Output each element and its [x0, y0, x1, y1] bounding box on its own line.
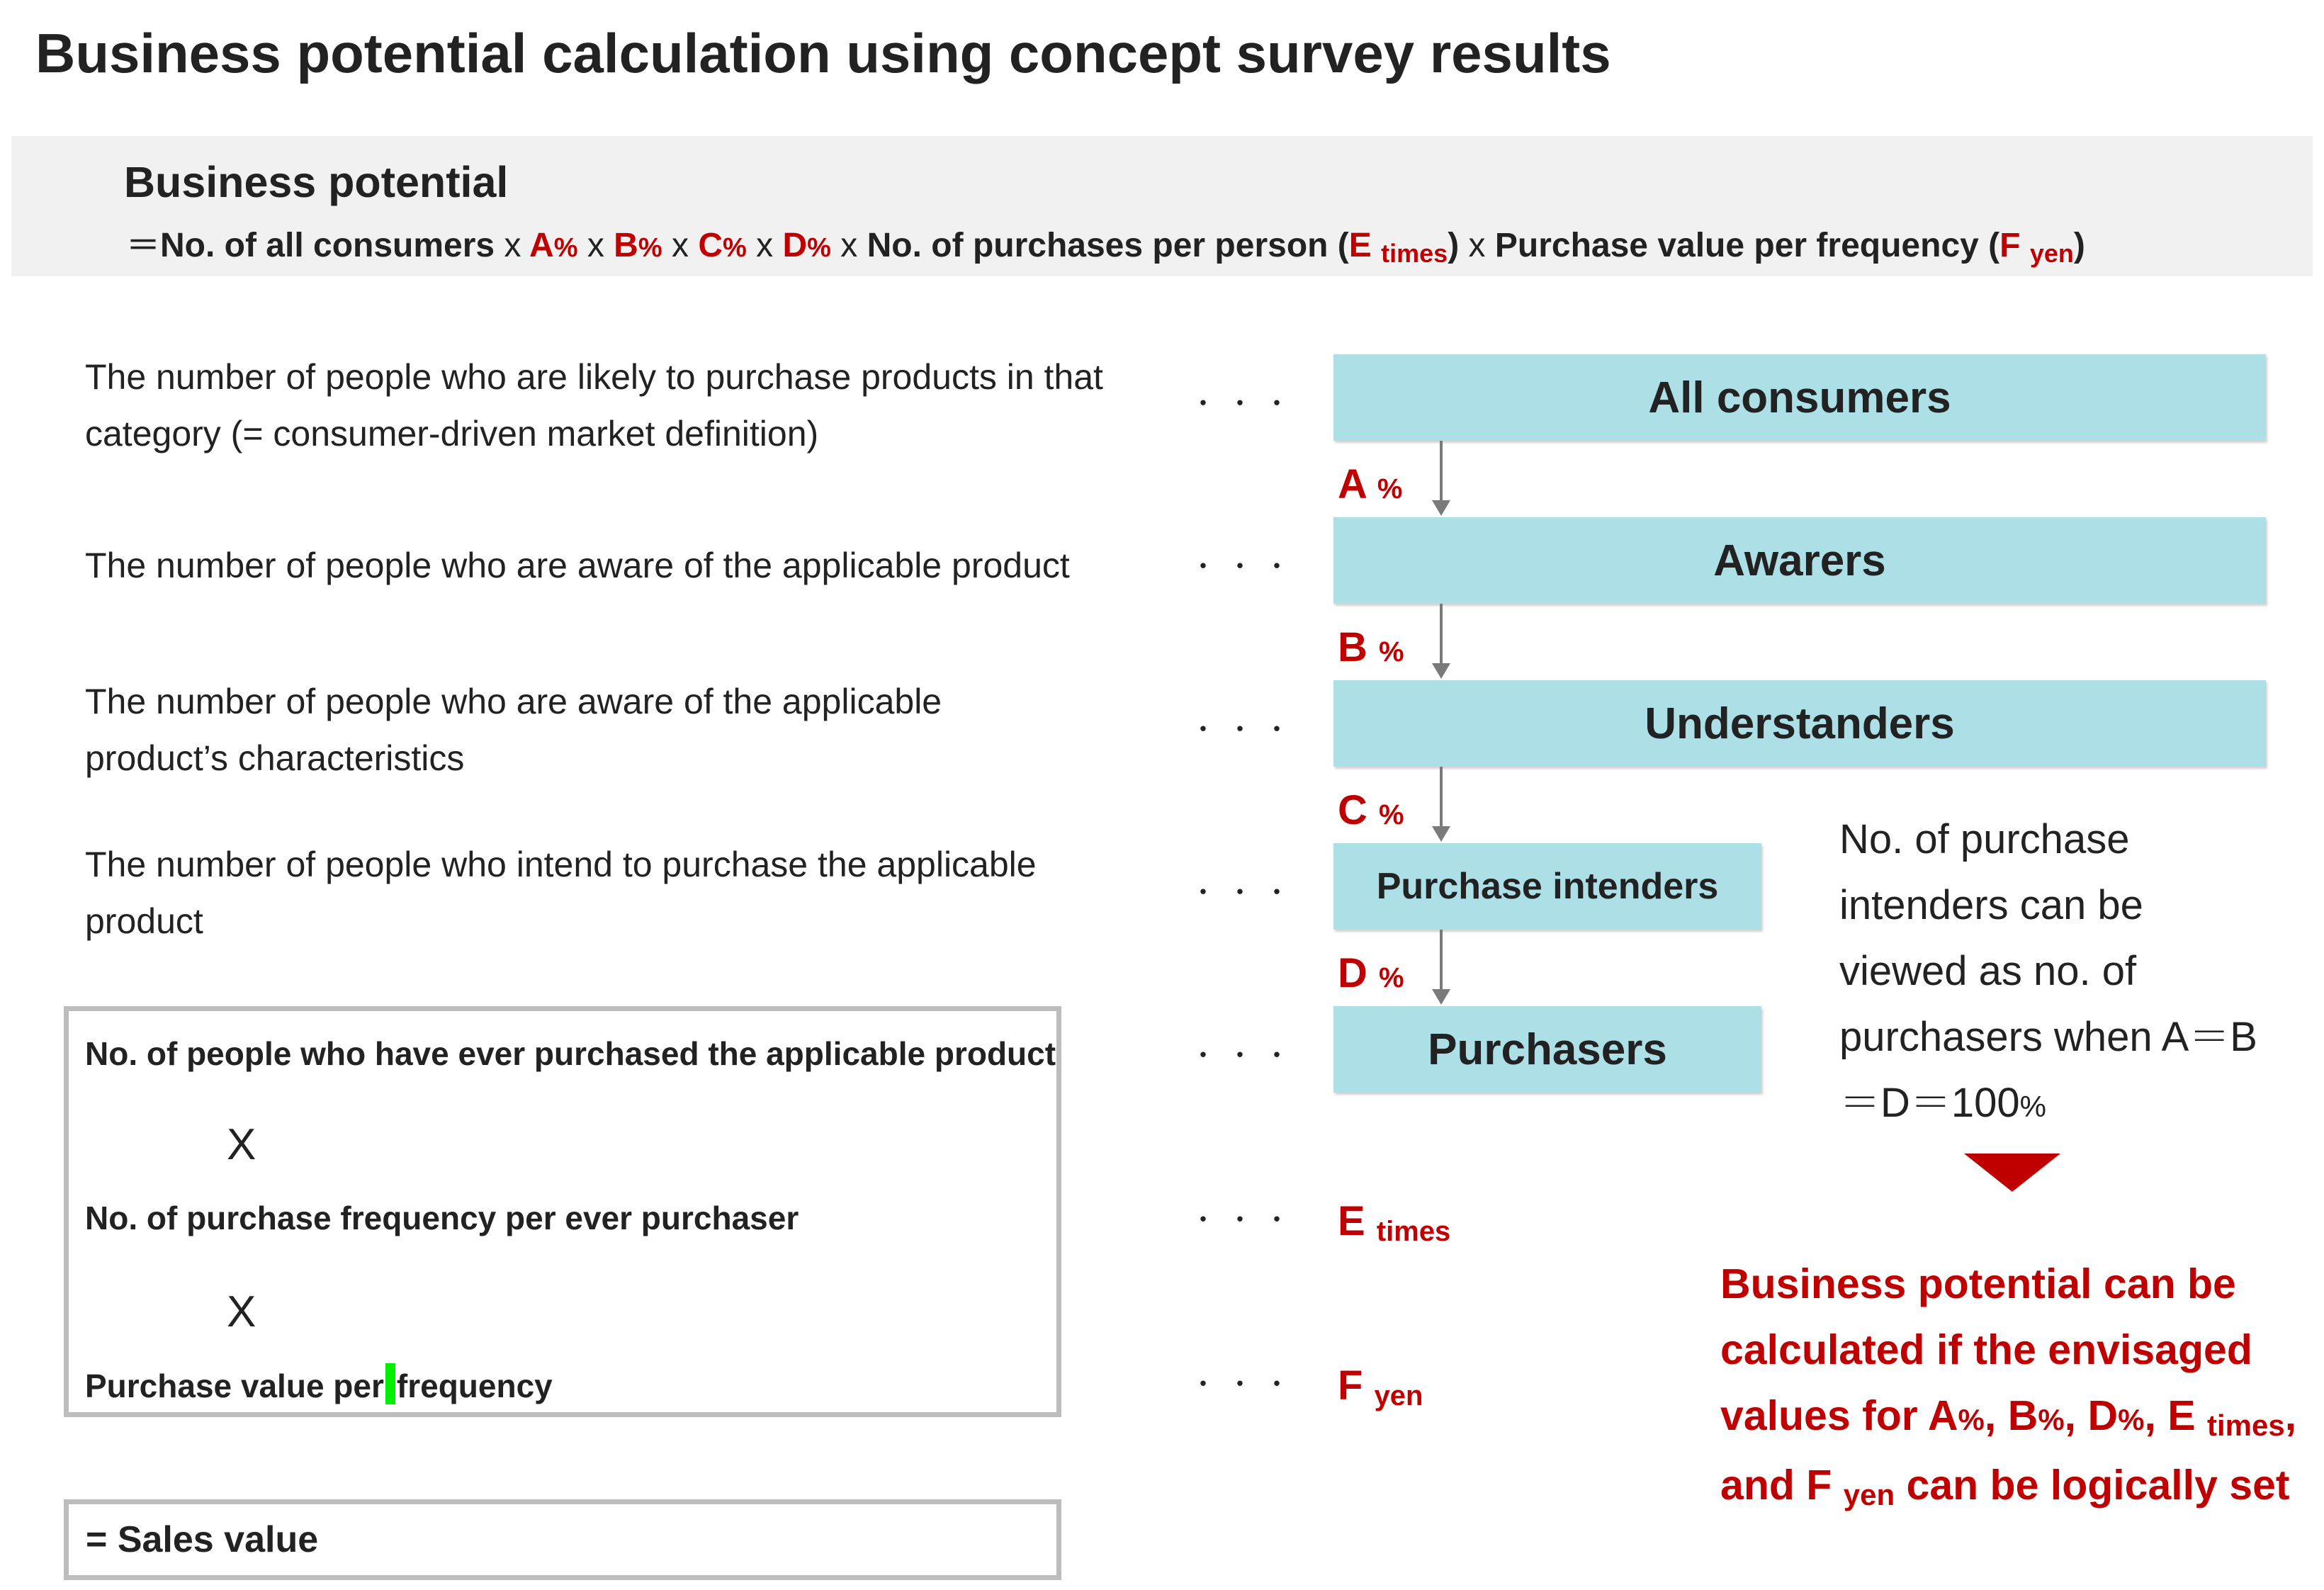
multiply-sign: X: [227, 1287, 256, 1336]
arrow-down-icon: [1432, 500, 1450, 516]
rate-d-label: D %: [1338, 950, 1404, 996]
purchase-intenders-note: No. of purchase intenders can be viewed as no. of purchasers when A＝B＝D＝100%: [1839, 816, 2257, 1126]
description-all-consumers: The number of people who are likely to purchase products in that category (= consumer-driven market definition): [85, 357, 1103, 453]
arrow-shaft: [1440, 930, 1443, 989]
dot-leader: ・・・: [1189, 877, 1299, 908]
formula-b: B%: [614, 227, 662, 264]
dot-leader: ・・・: [1189, 1369, 1299, 1400]
f-yen-label: F yen: [1338, 1363, 1423, 1411]
ever-purchasers-line: No. of people who have ever purchased the applicable product: [85, 1035, 1056, 1072]
dot-leader: ・・・: [1189, 388, 1299, 419]
box-purchasers: Purchasers: [1333, 1006, 1761, 1093]
description-understanders: The number of people who are aware of the applicable product’s characteristics: [85, 682, 942, 778]
arrow-shaft: [1440, 604, 1443, 663]
description-awarers: The number of people who are aware of the applicable product: [85, 546, 1070, 585]
description-purchase-intenders: The number of people who intend to purchase the applicable product: [85, 845, 1037, 941]
dot-leader: ・・・: [1189, 1205, 1299, 1236]
arrow-shaft: [1440, 767, 1443, 826]
times-sign: x: [756, 227, 774, 264]
box-understanders: Understanders: [1333, 680, 2266, 767]
formula-line: ＝No. of all consumers x A% x B% x C% x D% x No. of purchases per person (E times) x Purchase value per frequency (F yen): [126, 227, 2085, 268]
down-triangle-icon: [1964, 1154, 2060, 1192]
box-awarers: Awarers: [1333, 517, 2266, 604]
formula-heading: Business potential: [124, 158, 509, 206]
formula-e: E times: [1348, 227, 1448, 268]
formula-prefix: ＝No. of all consumers: [126, 227, 495, 264]
multiply-sign: X: [227, 1120, 256, 1169]
e-times-label: E times: [1338, 1198, 1451, 1247]
arrow-down-icon: [1432, 989, 1450, 1005]
arrow-down-icon: [1432, 826, 1450, 842]
box-all-consumers: All consumers: [1333, 354, 2266, 441]
conclusion-text: Business potential can be calculated if the envisaged values for A%, B%, D%, E times, and F yen can be logically set: [1720, 1261, 2297, 1511]
rate-b-label: B %: [1338, 624, 1404, 670]
rate-a-label: A %: [1338, 461, 1403, 507]
times-sign: x: [671, 227, 689, 264]
dot-leader: ・・・: [1189, 714, 1299, 745]
page-title: Business potential calculation using concept survey results: [35, 22, 1611, 84]
purchase-value-line: Purchase value per frequency: [85, 1363, 553, 1405]
sales-value-box: = Sales value: [64, 1499, 1061, 1580]
formula-f: F yen: [1999, 227, 2074, 268]
formula-d: D%: [782, 227, 831, 264]
dot-leader: ・・・: [1189, 1040, 1299, 1071]
formula-c: C%: [698, 227, 747, 264]
formula-purchases-label: No. of purchases per person (: [867, 227, 1349, 264]
purchase-frequency-line: No. of purchase frequency per ever purchaser: [85, 1200, 799, 1236]
arrow-down-icon: [1432, 663, 1450, 679]
text-cursor: [385, 1363, 395, 1404]
times-sign: x: [504, 227, 521, 264]
dot-leader: ・・・: [1189, 551, 1299, 582]
times-sign: x: [587, 227, 604, 264]
arrow-shaft: [1440, 441, 1443, 500]
formula-a: A%: [529, 227, 578, 264]
times-sign: x: [1468, 227, 1486, 264]
rate-c-label: C %: [1338, 787, 1404, 833]
times-sign: x: [840, 227, 858, 264]
box-purchase-intenders: Purchase intenders: [1333, 843, 1761, 930]
formula-value-label: Purchase value per frequency (: [1494, 227, 2000, 264]
